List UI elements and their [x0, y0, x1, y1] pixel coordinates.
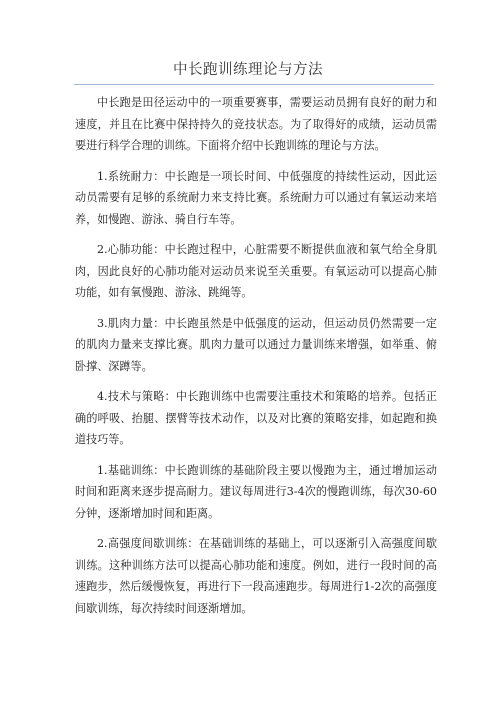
paragraph-basic-training: 1.基础训练：中长跑训练的基础阶段主要以慢跑为主，通过增加运动时间和距离来逐步提高耐力。建议每周进行3-4次的慢跑训练，每次30-60分钟，逐渐增加时间和距离。 [75, 463, 437, 520]
title-divider [74, 84, 434, 85]
document-body [75, 92, 437, 628]
paragraph-muscle-strength: 3.肌肉力量：中长跑虽然是中低强度的运动，但运动员仍然需要一定的肌肉力量来支撑比赛。肌肉力量可以通过力量训练来增强，如举重、俯卧撑、深蹲等。 [75, 316, 437, 373]
paragraph-intro: 中长跑是田径运动中的一项重要赛事，需要运动员拥有良好的耐力和速度，并且在比赛中保持持久的竞技状态。为了取得好的成绩，运动员需要进行科学合理的训练。下面将介绍中长跑训练的理论与方法。 [75, 96, 437, 152]
paragraph-system-endurance: 1.系统耐力：中长跑是一项长时间、中低强度的持续性运动，因此运动员需要有足够的系统耐力来支持比赛。系统耐力可以通过有氧运动来培养，如慢跑、游泳、骑自行车等。 [75, 169, 437, 226]
paragraph-interval-training: 2.高强度间歇训练：在基础训练的基础上，可以逐渐引入高强度间歇训练。这种训练方法可以提高心肺功能和速度。例如，进行一段时间的高速跑步，然后缓慢恢复，再进行下一段高速跑步。每周进行1-2次的高强度间歇训练，每次持续时间逐渐增加。 [75, 537, 437, 615]
document-title: 中长跑训练理论与方法 [173, 62, 323, 78]
paragraph-cardio-function: 2.心肺功能：中长跑过程中，心脏需要不断提供血液和氧气给全身肌肉，因此良好的心肺功能对运动员来说至关重要。有氧运动可以提高心肺功能，如有氧慢跑、游泳、跳绳等。 [75, 243, 437, 299]
paragraph-technique-strategy: 4.技术与策略：中长跑训练中也需要注重技术和策略的培养。包括正确的呼吸、抬腿、摆臂等技术动作，以及对比赛的策略安排，如起跑和换道技巧等。 [75, 390, 437, 446]
